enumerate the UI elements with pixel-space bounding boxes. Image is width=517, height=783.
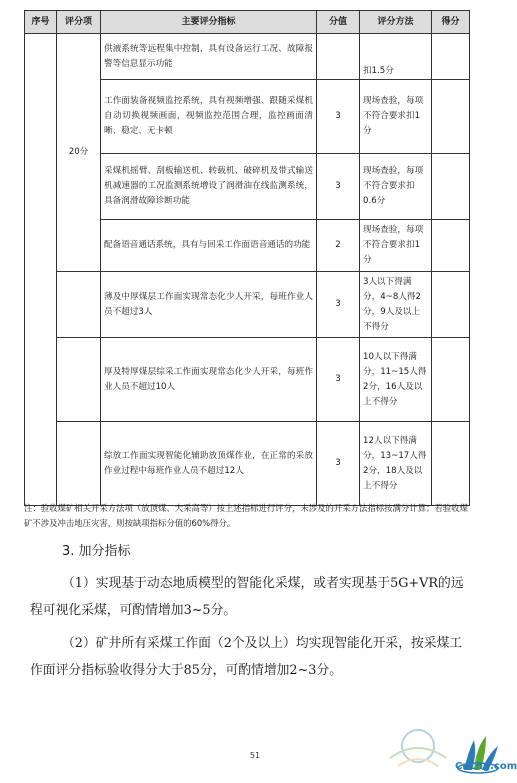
paragraph [30,570,470,624]
table-header-row [25,11,470,34]
item-cell [57,338,101,422]
indicator-cell: 薄及中厚煤层工作面实现常态化少人开采，每班作业人员不超过3人 [101,272,317,338]
method-cell: 10人以下得满分，11~15人得2分，16人及以上不得分 [360,338,432,422]
score-cell [432,272,470,338]
score-cell [432,422,470,506]
page-number: 51 [249,751,261,760]
header-item: 评分项 [57,11,101,34]
section-heading: 3. 加分指标 [62,544,131,559]
header-method: 评分方法 [360,11,432,34]
score-cell [432,34,470,80]
header-value: 分值 [317,11,360,34]
indicator-cell: 供液系统等远程集中控制，具有设备运行工况、故障报警等信息显示功能 [101,34,317,80]
paragraph-text: （1）实现基于动态地质模型的智能化采煤，或者实现基于5G+VR的远程可视化采煤，可酌情增加3~5分。 [30,576,464,618]
method-cell: 12人以下得满分，13~17人得2分，18人及以上不得分 [360,422,432,506]
paragraph [30,630,470,684]
score-cell [432,220,470,272]
item-cell [57,272,101,338]
value-cell: 3 [317,422,360,506]
item-cell [57,422,101,506]
table-row [25,338,470,422]
method-cell: 现场查验，每项不符合要求扣1分 [360,220,432,272]
value-cell: 3 [317,338,360,422]
header-index: 序号 [25,11,57,34]
index-cell [25,34,57,506]
score-cell [432,338,470,422]
value-cell [317,34,360,80]
indicator-cell: 厚及特厚煤层综采工作面实现常态化少人开采，每班作业人员不超过10人 [101,338,317,422]
score-cell [432,80,470,154]
value-cell: 3 [317,154,360,220]
table-row [25,422,470,506]
watermark-label: CnLng.com [455,761,517,772]
indicator-cell: 工作面装备视频监控系统，具有视频增强、跟随采煤机自动切换视频画面，视频监控范围合理，监控画面清晰、稳定、无卡顿 [101,80,317,154]
table-note: 注：验收煤矿相关开采方法项（放顶煤、大采高等）按上述指标进行评分，未涉及的开采方法指标按满分计算；若验收煤矿不涉及冲击地压灾害，则按缺项指标分值的60%得分。 [24,503,468,528]
score-cell [432,154,470,220]
method-cell: 现场查验，每项不符合要求扣0.6分 [360,154,432,220]
header-indicator: 主要评分指标 [101,11,317,34]
header-score: 得分 [432,11,470,34]
indicator-cell: 综放工作面实现智能化辅助放顶煤作业，在正常的采放作业过程中每班作业人员不超过12人 [101,422,317,506]
paragraph-text: （2）矿井所有采煤工作面（2个及以上）均实现智能化开采，按采煤工作面评分指标验收得分大于85分，可酌情增加2~3分。 [30,636,463,678]
value-cell: 3 [317,272,360,338]
table-row [25,272,470,338]
scoring-table [24,10,470,506]
table-row [25,34,470,80]
indicator-cell: 采煤机摇臂、刮板输送机、转载机、破碎机及带式输送机减速器的工况监测系统增设了润滑油在线监测系统，具备润滑故障诊断功能 [101,154,317,220]
method-cell: 现场查验，每项不符合要求扣1分 [360,80,432,154]
value-cell: 2 [317,220,360,272]
item-score-cell: 20分 [57,34,101,272]
indicator-cell: 配备语音通话系统，具有与回采工作面语音通话的功能 [101,220,317,272]
value-cell: 3 [317,80,360,154]
method-cell: 3人以下得满分，4~8人得2分，9人及以上不得分 [360,272,432,338]
method-cell: 扣1.5分 [360,34,432,80]
